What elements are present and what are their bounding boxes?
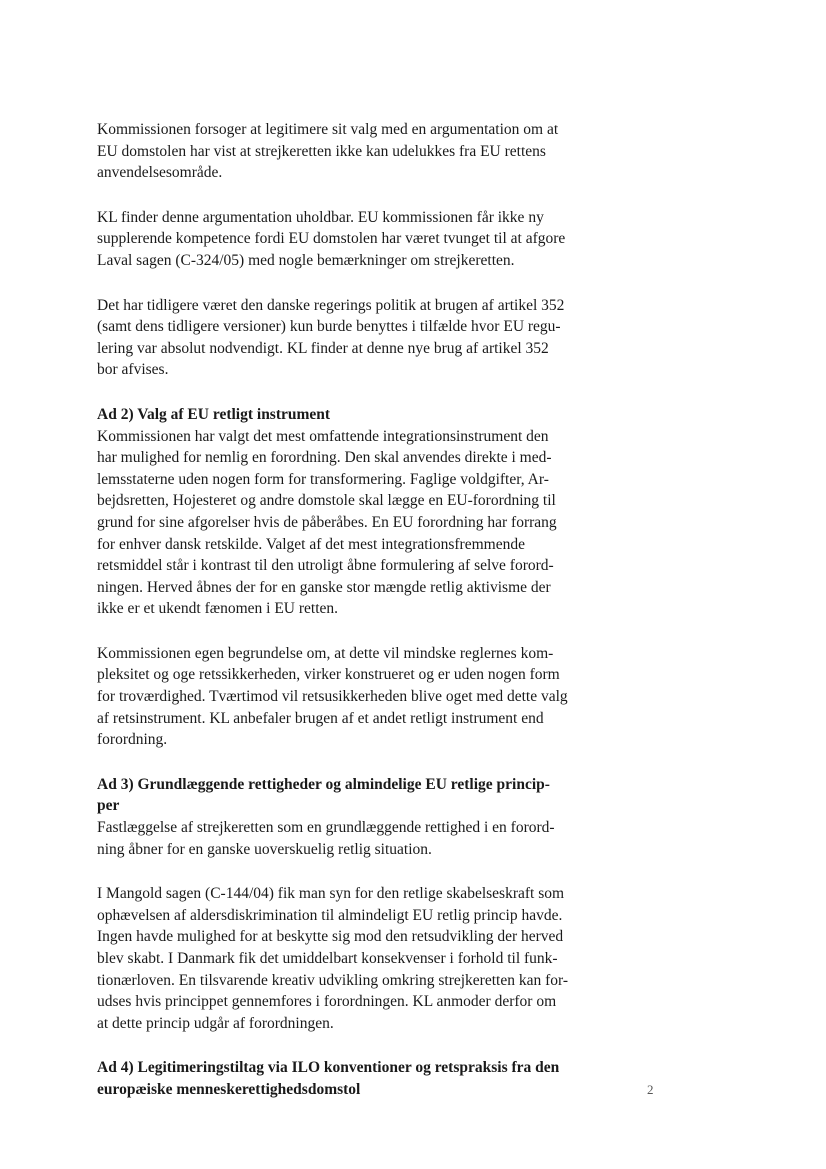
section-3-paragraph-1: Fastlæggelse af strejkeretten som en grundlæggende rettighed i en forord- ning åbner for en ganske uoverskuelig retlig situation.: [97, 819, 555, 858]
section-3-heading: Ad 3) Grundlæggende rettigheder og almindelige EU retlige princip- per: [97, 775, 550, 815]
section-2-heading: Ad 2) Valg af EU retligt instrument: [97, 405, 331, 423]
section-3: [97, 774, 627, 1035]
section-2-paragraph-1: Kommissionen har valgt det mest omfattende integrationsinstrument den har mulighed for nemlig en forordning. Den skal anvendes direkte i med- lemsstaterne uden nogen form for transformering. Faglige voldgifter, Ar- bejdsretten, Hojesteret og andre domstole skal lægge en EU-forordning til grund for sine afgorelser hvis de påberåbes. En EU forordning har forrang for enhver dansk retskilde. Valget af det mest integrationsfremmende retsmiddel står i kontrast til den utroligt åbne formulering af selve forord- ningen. Herved åbnes der for en ganske stor mængde retlig aktivisme der ikke er et ukendt fænomen i EU retten.: [97, 427, 557, 618]
section-3-paragraph-2: I Mangold sagen (C-144/04) fik man syn for den retlige skabelseskraft som ophævelsen af aldersdiskrimination til almindeligt EU retlig princip havde. Ingen havde mulighed for at beskytte sig mod den retsudvikling der herved blev skabt. I Danmark fik det umiddelbart konsekvenser i forhold til funk- tionærloven. En tilsvarende kreativ udvikling omkring strejkeretten kan for- udses hvis princippet gennemfores i forordningen. KL anmoder derfor om at dette princip udgår af forordningen.: [97, 885, 569, 1032]
intro-block: [97, 119, 627, 381]
section-2: [97, 404, 627, 751]
document-page: [97, 119, 627, 1101]
section-2-paragraph-2: Kommissionen egen begrundelse om, at dette vil mindske reglernes kom- pleksitet og oge retssikkerheden, virker konstrueret og er uden nogen form for troværdighed. Tværtimod vil retsusikkerheden blive oget med dette valg af retsinstrument. KL anbefaler brugen af et andet retligt instrument end forordning.: [97, 644, 568, 749]
intro-paragraph-3: Det har tidligere været den danske regerings politik at brugen af artikel 352 (samt dens tidligere versioner) kun burde benyttes i tilfælde hvor EU regu- lering var absolut nodvendigt. KL finder at denne nye brug af artikel 352 bor afvises.: [97, 296, 565, 379]
section-4-heading: Ad 4) Legitimeringstiltag via ILO konventioner og retspraksis fra den europæiske menneskerettighedsdomstol: [97, 1059, 560, 1098]
section-4: [97, 1057, 627, 1100]
page-number: 2: [647, 1082, 654, 1097]
intro-paragraph-2: KL finder denne argumentation uholdbar. EU kommissionen får ikke ny supplerende kompetence fordi EU domstolen har været tvunget til at afgore Laval sagen (C-324/05) med nogle bemærkninger om strejkeretten.: [97, 208, 566, 269]
intro-paragraph-1: Kommissionen forsoger at legitimere sit valg med en argumentation om at EU domstolen har vist at strejkeretten ikke kan udelukkes fra EU rettens anvendelsesområde.: [97, 121, 559, 182]
